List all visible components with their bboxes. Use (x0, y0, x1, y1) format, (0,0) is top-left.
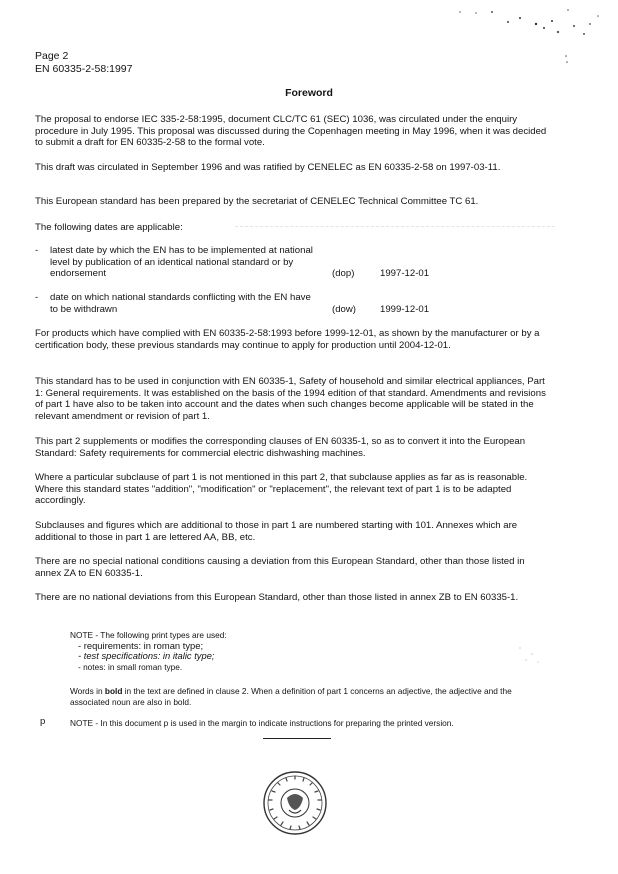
seal-stamp-icon (262, 770, 328, 836)
paragraph-supplements: This part 2 supplements or modifies the corresponding clauses of EN 60335-1, so as to convert it into the European Standard: Safety requirements for commercial electric dishwashing machines. (35, 436, 526, 459)
list-bullet: - (35, 292, 39, 303)
date-value: 1997-12-01 (380, 268, 430, 279)
paragraph-proposal: The proposal to endorse IEC 335-2-58:1995, document CLC/TC 61 (SEC) 1036, was circulated under the enquiry procedure in July 1995. This proposal was discussed during the Copenhagen meeting in May 1996, when it was decided to submit a draft for EN 60335-2-58 to the formal vote. (35, 114, 547, 149)
note-line-requirements: - requirements: in roman type; (78, 639, 204, 651)
note-intro: NOTE - The following print types are used: (70, 630, 227, 640)
paragraph-circulation: This draft was circulated in September 1996 and was ratified by CENELEC as EN 60335-2-58 on 1997-03-11. (35, 162, 501, 173)
note-line-test-specifications: - test specifications: in italic type; (78, 650, 215, 661)
note-margin-instructions: NOTE - In this document p is used in the margin to indicate instructions for preparing the printed version. (70, 718, 454, 728)
date-abbreviation: (dop) (332, 268, 355, 279)
page-title: Foreword (285, 87, 333, 99)
note-bold-definitions (70, 686, 530, 707)
paragraph-secretariat: This European standard has been prepared by the secretariat of CENELEC Technical Committee TC 61. (35, 196, 479, 207)
paragraph-numbering: Subclauses and figures which are additional to those in part 1 are numbered starting with 101. Annexes which are additional to those in part 1 are lettered AA, BB, etc. (35, 520, 518, 543)
date-value: 1999-12-01 (380, 304, 430, 315)
paragraph-deviations: There are no national deviations from this European Standard, other than those listed in annex ZB to EN 60335-1. (35, 592, 519, 603)
paragraph-transition: For products which have complied with EN 60335-2-58:1993 before 1999-12-01, as shown by the manufacturer or by a certification body, these previous standards may continue to apply for production until 2004-12-01. (35, 328, 540, 351)
note-print-types (70, 630, 490, 672)
page-header (35, 50, 133, 76)
page-number: Page 2 (35, 50, 69, 62)
scan-specks (440, 4, 610, 64)
paragraph-dates-intro: The following dates are applicable: (35, 222, 183, 233)
scan-faint-line (235, 226, 555, 227)
note-line-notes: - notes: in small roman type. (78, 661, 183, 672)
paragraph-conjunction: This standard has to be used in conjunction with EN 60335-1, Safety of household and similar electrical appliances, Part 1: General requirements. It was established on the basis of the 1994 edition of that standard. Amendments and revisions of part 1 have also to be taken into account and the dates when such changes become applicable will be stated in the relevant amendment or revision of part 1. (35, 376, 546, 422)
scan-specks (510, 640, 550, 670)
list-item-text: date on which national standards conflicting with the EN have to be withdrawn (50, 292, 311, 315)
list-item-text: latest date by which the EN has to be implemented at national level by publication of an identical national standard or by endorsement (50, 245, 313, 280)
bold-note-bold-word: bold (104, 686, 123, 696)
margin-marker: p (40, 716, 46, 727)
date-abbreviation: (dow) (332, 304, 356, 315)
paragraph-subclause: Where a particular subclause of part 1 is not mentioned in this part 2, that subclause applies as far as is reasonable. Where this standard states "addition", "modification" or "replacement", the relevant text of part 1 is to be adapted accordingly. (35, 472, 528, 507)
standard-id: EN 60335-2-58:1997 (35, 63, 133, 75)
bold-note-post: in the text are defined in clause 2. When a definition of part 1 concerns an adjective, the adjective and the associated noun are also in bold. (70, 686, 512, 707)
list-bullet: - (35, 245, 39, 256)
bold-note-pre: Words in (70, 686, 105, 696)
paragraph-special-conditions: There are no special national conditions causing a deviation from this European Standard, other than those listed in annex ZA to EN 60335-1. (35, 556, 525, 579)
divider (263, 738, 331, 739)
